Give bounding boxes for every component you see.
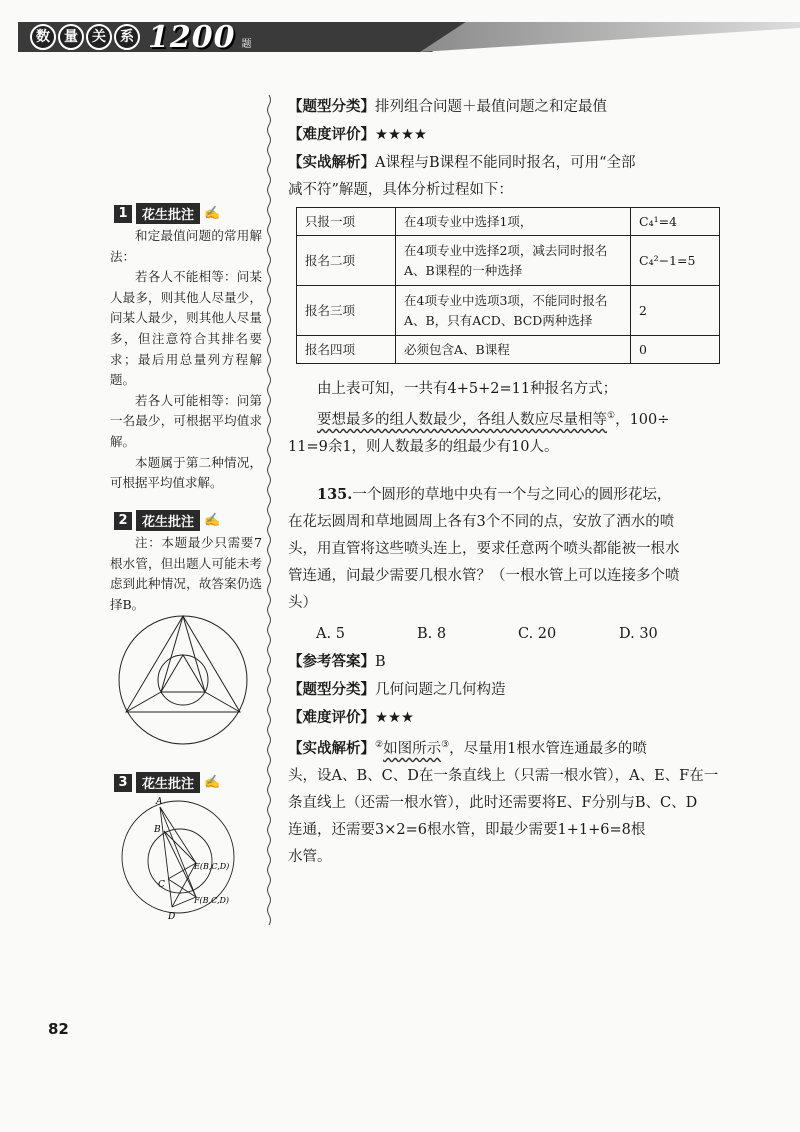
question-line bbox=[288, 481, 720, 509]
option-b: B. 8 bbox=[417, 626, 447, 642]
answer-options bbox=[288, 621, 720, 648]
question-line: 头，用直管将这些喷头连上，要求任意两个喷头都能被一根水 bbox=[288, 541, 680, 557]
point-label-e: E(B,C,D) bbox=[194, 862, 230, 871]
registration-table bbox=[296, 207, 720, 364]
note-para: 注：本题最少只需要7根水管，但出题人可能未考虑到此种情况，故答案仍选择B。 bbox=[110, 535, 262, 612]
diff-label: 【难度评价】 bbox=[288, 709, 375, 726]
anal-line: 条直线上（还需一根水管），此时还需要将E、F分别与B、C、D bbox=[288, 794, 698, 811]
conclusion-line: 由上表可知，一共有4+5+2=11种报名方式； bbox=[317, 381, 618, 397]
q134-conclusion bbox=[288, 376, 720, 461]
footnote-ref: ② bbox=[375, 740, 384, 750]
title-sub: 题 bbox=[241, 38, 252, 50]
conclusion-line: 11=9余1，则人数最多的组最少有10人。 bbox=[288, 438, 559, 455]
peanut-icon: ✍ bbox=[204, 513, 221, 528]
table-cell: 2 bbox=[631, 286, 720, 336]
question-line: 在花坛圆周和草地圆周上各有3个不同的点，安放了洒水的喷 bbox=[288, 514, 675, 530]
point-label-a: A bbox=[156, 797, 163, 807]
highlighted-text: 如图所示 bbox=[383, 740, 442, 757]
type-line bbox=[288, 676, 720, 704]
anal-label: 【实战解析】 bbox=[288, 739, 375, 757]
table-row bbox=[297, 286, 720, 336]
diff-label: 【难度评价】 bbox=[288, 126, 375, 143]
table-row bbox=[297, 208, 720, 236]
table-cell: 在4项专业中选项3项，不能同时报名A、B，只有ACD、BCD两种选择 bbox=[396, 286, 631, 336]
answer-line bbox=[288, 648, 720, 676]
note-1-header bbox=[114, 203, 220, 224]
anal-line: 头，设A、B、C、D在一条直线上（只需一根水管），A、E、F在一 bbox=[288, 767, 719, 784]
point-label-b: B bbox=[154, 825, 161, 835]
note-label: 花生批注 bbox=[136, 510, 200, 531]
table-cell: 报名三项 bbox=[297, 286, 396, 336]
note-para: 和定最值问题的常用解法： bbox=[110, 228, 262, 264]
type-label: 【题型分类】 bbox=[288, 681, 375, 698]
point-label-c: C bbox=[158, 880, 165, 890]
q134-analysis bbox=[288, 93, 720, 204]
diff-line bbox=[288, 704, 720, 732]
note-para: 若各人可能相等：问第一名最少，可根据平均值求解。 bbox=[110, 392, 262, 449]
point-label-f: F(B,C,D) bbox=[194, 896, 230, 905]
q134-anal-line-2: 减不符”解题，具体分析过程如下： bbox=[288, 182, 513, 198]
q134-type-line bbox=[288, 93, 720, 121]
type-value: 排列组合问题＋最值问题之和定最值 bbox=[375, 99, 607, 115]
title-char: 数 bbox=[30, 24, 56, 50]
table-cell: 在4项专业中选择2项，减去同时报名A、B课程的一种选择 bbox=[396, 236, 631, 286]
q135-block bbox=[288, 481, 720, 871]
diff-stars: ★★★★ bbox=[375, 127, 427, 143]
header-wedge bbox=[420, 22, 800, 52]
table-row bbox=[297, 236, 720, 286]
q134-anal-line bbox=[288, 149, 720, 177]
ans-label: 【参考答案】 bbox=[288, 653, 375, 670]
table-row bbox=[297, 336, 720, 364]
note-1-text bbox=[110, 226, 262, 494]
line-construction-diagram bbox=[110, 795, 260, 925]
type-label: 【题型分类】 bbox=[288, 98, 375, 115]
circle-triangle-diagram bbox=[113, 608, 253, 748]
title-char: 关 bbox=[86, 24, 112, 50]
peanut-icon: ✍ bbox=[204, 775, 221, 790]
table-cell: 报名二项 bbox=[297, 236, 396, 286]
note-para: 本题属于第二种情况，可根据平均值求解。 bbox=[110, 454, 262, 491]
note-para: 若各人不能相等：问某人最多，则其他人尽量少，问某人最少，则其他人尽量多，但注意符合其排名要求；最后用总量列方程解题。 bbox=[110, 269, 262, 388]
ans-value: B bbox=[375, 654, 386, 670]
q134-diff-line bbox=[288, 121, 720, 149]
anal-line: 连通，还需要3×2=6根水管，即最少需要1+1+6=8根 bbox=[288, 821, 646, 838]
anal-text: ，尽量用1根水管连通最多的喷 bbox=[449, 740, 647, 757]
title-char: 系 bbox=[114, 24, 140, 50]
diff-stars: ★★★ bbox=[375, 710, 414, 726]
question-line: 头） bbox=[288, 595, 317, 611]
note-label: 花生批注 bbox=[136, 772, 200, 793]
table-cell: 必须包含A、B课程 bbox=[396, 336, 631, 364]
type-value: 几何问题之几何构造 bbox=[375, 682, 506, 698]
question-number: 135. bbox=[317, 486, 353, 503]
point-label-d: D bbox=[168, 912, 176, 922]
note-2-text bbox=[110, 533, 262, 615]
option-c: C. 20 bbox=[518, 626, 557, 642]
note-label: 花生批注 bbox=[136, 203, 200, 224]
question-line: 管连通，问最少需要几根水管？（一根水管上可以连接多个喷 bbox=[288, 568, 680, 584]
column-divider bbox=[266, 95, 272, 925]
anal-line bbox=[288, 732, 720, 763]
footnote-ref: ① bbox=[607, 411, 616, 421]
note-3-header bbox=[114, 772, 220, 793]
footnote-ref: ③ bbox=[441, 740, 450, 750]
question-text: 一个圆形的草地中央有一个与之同心的圆形花坛， bbox=[352, 487, 672, 503]
note-number: 1 bbox=[114, 205, 132, 223]
table-cell: 报名四项 bbox=[297, 336, 396, 364]
table-cell: 在4项专业中选择1项， bbox=[396, 208, 631, 236]
peanut-icon: ✍ bbox=[204, 206, 221, 221]
page-number: 82 bbox=[48, 1020, 69, 1038]
title-char: 量 bbox=[58, 24, 84, 50]
anal-text: A课程与B课程不能同时报名，可用“全部 bbox=[375, 155, 636, 171]
option-d: D. 30 bbox=[619, 626, 658, 642]
table-cell: C₄²−1=5 bbox=[631, 236, 720, 286]
note-2-header bbox=[114, 510, 220, 531]
note-number: 2 bbox=[114, 512, 132, 530]
anal-line: 水管。 bbox=[288, 848, 332, 865]
table-cell: 0 bbox=[631, 336, 720, 364]
note-number: 3 bbox=[114, 774, 132, 792]
anal-label: 【实战解析】 bbox=[288, 154, 375, 171]
highlighted-text: 要想最多的组人数最少，各组人数应尽量相等 bbox=[317, 411, 607, 428]
book-title bbox=[30, 19, 252, 55]
conclusion-line bbox=[288, 403, 720, 434]
option-a: A. 5 bbox=[316, 626, 345, 642]
table-cell: 只报一项 bbox=[297, 208, 396, 236]
conclusion-tail: ，100÷ bbox=[615, 411, 670, 428]
table-cell: C₄¹=4 bbox=[631, 208, 720, 236]
title-number: 1200 bbox=[148, 19, 236, 55]
